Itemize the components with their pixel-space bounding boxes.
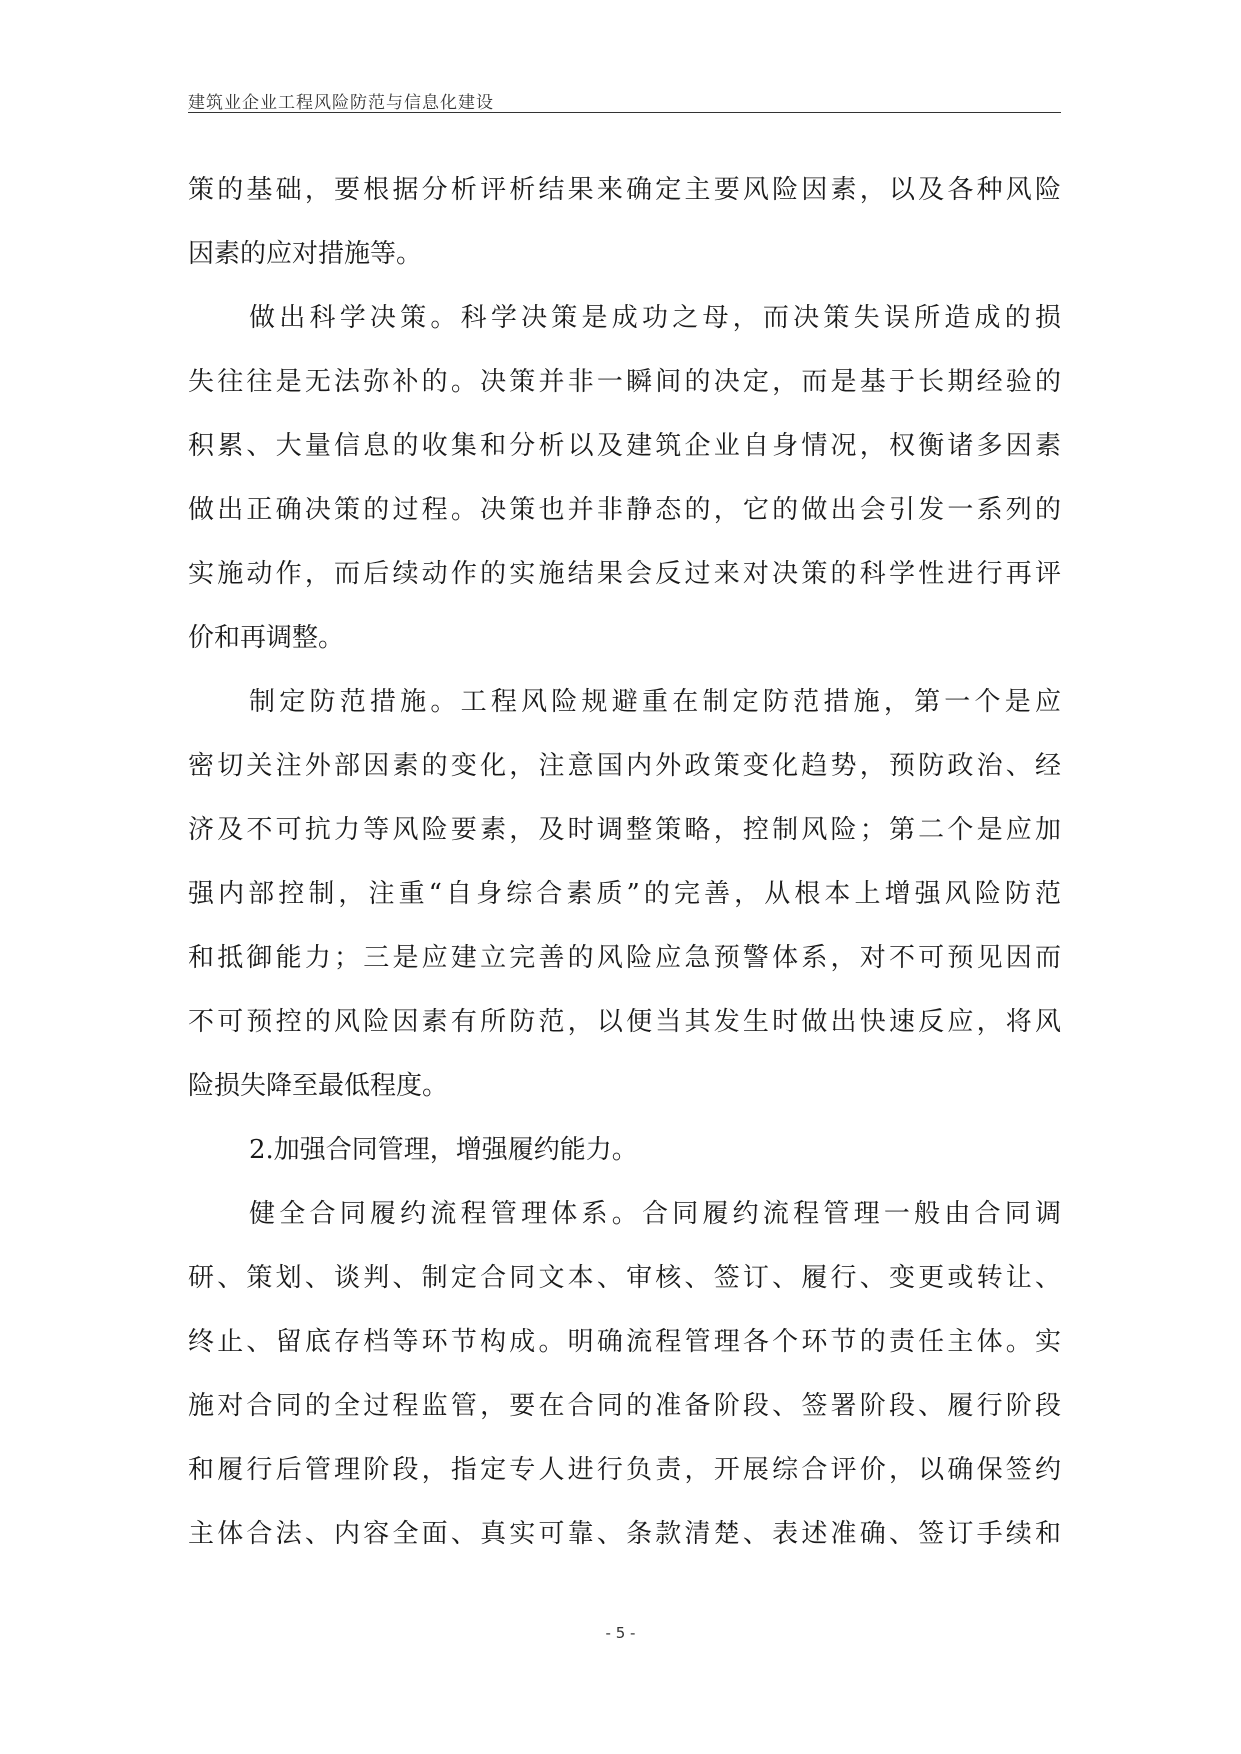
- text-line: 失往往是无法弥补的。决策并非一瞬间的决定，而是基于长期经验的: [188, 367, 1061, 397]
- text-line: 施对合同的全过程监管，要在合同的准备阶段、签署阶段、履行阶段: [188, 1391, 1061, 1421]
- text-line: 强内部控制，注重“自身综合素质”的完善，从根本上增强风险防范: [188, 879, 1061, 909]
- text-line: 险损失降至最低程度。: [188, 1071, 449, 1101]
- header-divider: [188, 112, 1061, 113]
- text-line: 济及不可抗力等风险要素，及时调整策略，控制风险；第二个是应加: [188, 815, 1061, 845]
- text-line: 和抵御能力；三是应建立完善的风险应急预警体系，对不可预见因而: [188, 943, 1061, 973]
- text-line: 做出科学决策。科学决策是成功之母，而决策失误所造成的损: [249, 303, 1061, 333]
- page-number: - 5 -: [605, 1624, 636, 1642]
- text-line: 价和再调整。: [188, 623, 345, 653]
- section-heading: 2.加强合同管理，增强履约能力。: [249, 1135, 638, 1165]
- text-line: 健全合同履约流程管理体系。合同履约流程管理一般由合同调: [249, 1199, 1061, 1229]
- text-line: 不可预控的风险因素有所防范，以便当其发生时做出快速反应，将风: [188, 1007, 1061, 1037]
- text-line: 策的基础，要根据分析评析结果来确定主要风险因素，以及各种风险: [188, 175, 1061, 205]
- text-line: 主体合法、内容全面、真实可靠、条款清楚、表述准确、签订手续和: [188, 1519, 1061, 1549]
- running-header-title: 建筑业企业工程风险防范与信息化建设: [188, 93, 494, 113]
- text-line: 终止、留底存档等环节构成。明确流程管理各个环节的责任主体。实: [188, 1327, 1061, 1357]
- text-line: 因素的应对措施等。: [188, 239, 423, 269]
- text-line: 研、策划、谈判、制定合同文本、审核、签订、履行、变更或转让、: [188, 1263, 1061, 1293]
- text-line: 积累、大量信息的收集和分析以及建筑企业自身情况，权衡诸多因素: [188, 431, 1061, 461]
- text-line: 做出正确决策的过程。决策也并非静态的，它的做出会引发一系列的: [188, 495, 1061, 525]
- text-line: 制定防范措施。工程风险规避重在制定防范措施，第一个是应: [249, 687, 1061, 717]
- text-line: 实施动作，而后续动作的实施结果会反过来对决策的科学性进行再评: [188, 559, 1061, 589]
- text-line: 和履行后管理阶段，指定专人进行负责，开展综合评价，以确保签约: [188, 1455, 1061, 1485]
- document-body: [188, 158, 1068, 1566]
- text-line: 密切关注外部因素的变化，注意国内外政策变化趋势，预防政治、经: [188, 751, 1061, 781]
